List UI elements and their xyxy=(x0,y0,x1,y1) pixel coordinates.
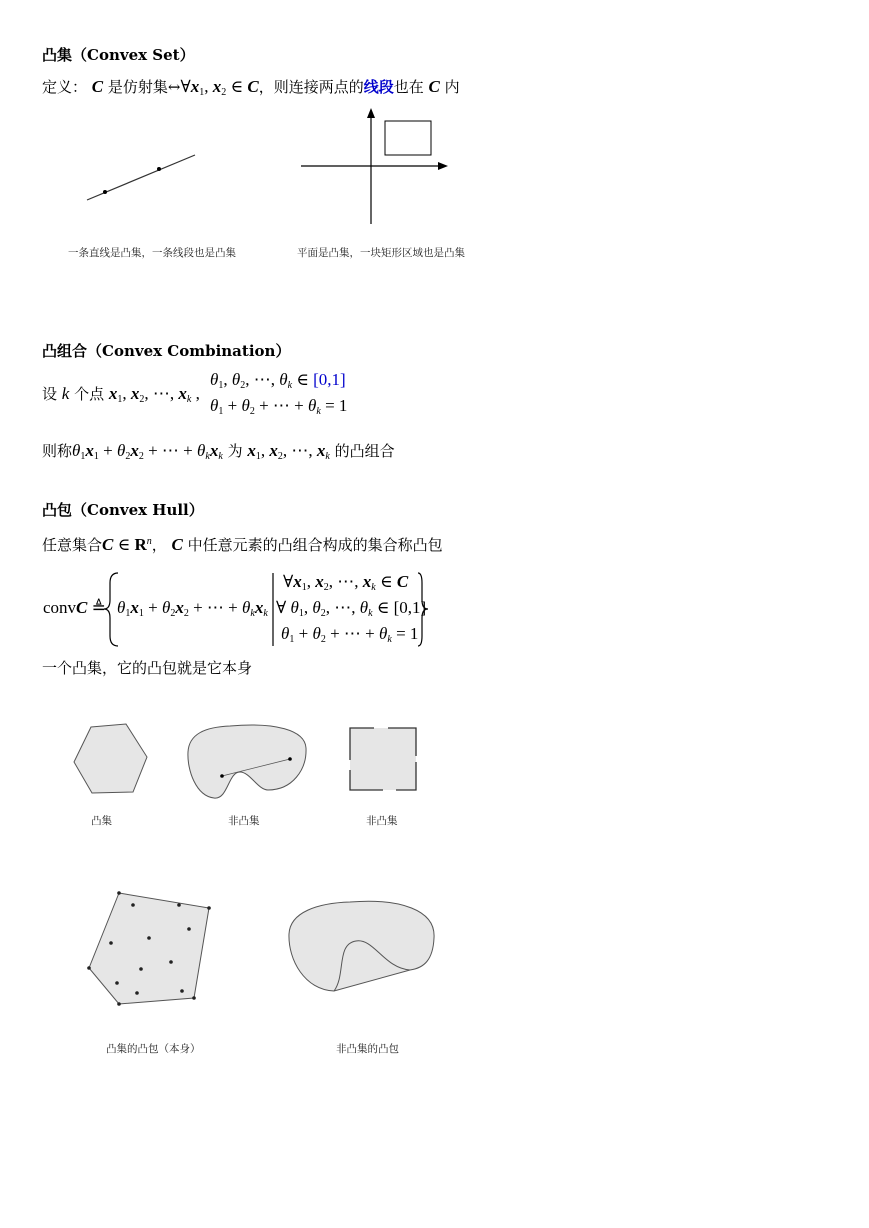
conv-cond-3: $\theta_1 + \theta_2$ + ⋯ + $\theta_k = 1$ xyxy=(281,624,419,645)
points-statement: 设 k 个点 $x_1$, $x_2$, ⋯, $x_k$ , xyxy=(42,384,200,405)
caption-nonconvex-2: 非凸集 xyxy=(366,815,398,827)
theta-sum: $\theta_1 + \theta_2$ + ⋯ + $\theta_k = 1$ xyxy=(210,396,348,417)
hull-statement: 任意集合C ∈ $R^n$， C 中任意元素的凸组合构成的集合称凸包 xyxy=(42,535,443,554)
def-mid: 是仿射集↔ xyxy=(107,78,181,96)
def-comma: ，则连接两点的 xyxy=(258,78,364,96)
def-tail: 内 xyxy=(444,78,460,96)
caption-plane: 平面是凸集，一块矩形区域也是凸集 xyxy=(297,247,465,259)
conv-label: convC ≜ xyxy=(43,598,106,617)
convex-hull-heading: 凸包（Convex Hull） xyxy=(42,501,204,519)
theta-range: $\theta_1$, $\theta_2$, ⋯, $\theta_k$ ∈ [0,1] xyxy=(210,370,346,391)
convex-hull-of-convex-statement: 一个凸集，它的凸包就是它本身 xyxy=(42,659,253,677)
caption-hull-nonconvex: 非凸集的凸包 xyxy=(336,1043,399,1055)
caption-nonconvex-1: 非凸集 xyxy=(228,815,260,827)
def-prefix: 定义： xyxy=(42,78,88,96)
convex-combination-heading: 凸组合（Convex Combination） xyxy=(42,342,291,360)
convex-set-definition: 定义： C 是仿射集$\leftrightarrow\forall x_1$, $x_2$ ∈ C，则连接两点的线段也在 C 内 xyxy=(42,77,460,98)
def-end: 也在 xyxy=(393,78,424,96)
caption-convex: 凸集 xyxy=(91,815,112,827)
conv-expression: $\theta_1x_1 + \theta_2x_2$ + ⋯ + $\theta_kx_k$ xyxy=(117,598,268,619)
conv-cond-2: ∀ $\theta_1$, $\theta_2$, ⋯, $\theta_k$ ∈ [0,1] xyxy=(276,598,427,619)
caption-hull-convex: 凸集的凸包（本身） xyxy=(106,1043,201,1055)
conv-cond-1: $\forall x_1$, $x_2$, ⋯, $x_k$ ∈ C xyxy=(283,572,409,593)
convex-combination-def: 则称$\theta_1x_1 + \theta_2x_2$ + ⋯ + $\theta_kx_k$ 为 $x_1$, $x_2$, ⋯, $x_k$ 的凸组合 xyxy=(42,441,395,462)
def-link-segment[interactable]: 线段 xyxy=(363,78,394,96)
convex-set-heading: 凸集（Convex Set） xyxy=(42,46,195,64)
caption-line: 一条直线是凸集，一条线段也是凸集 xyxy=(68,247,236,259)
